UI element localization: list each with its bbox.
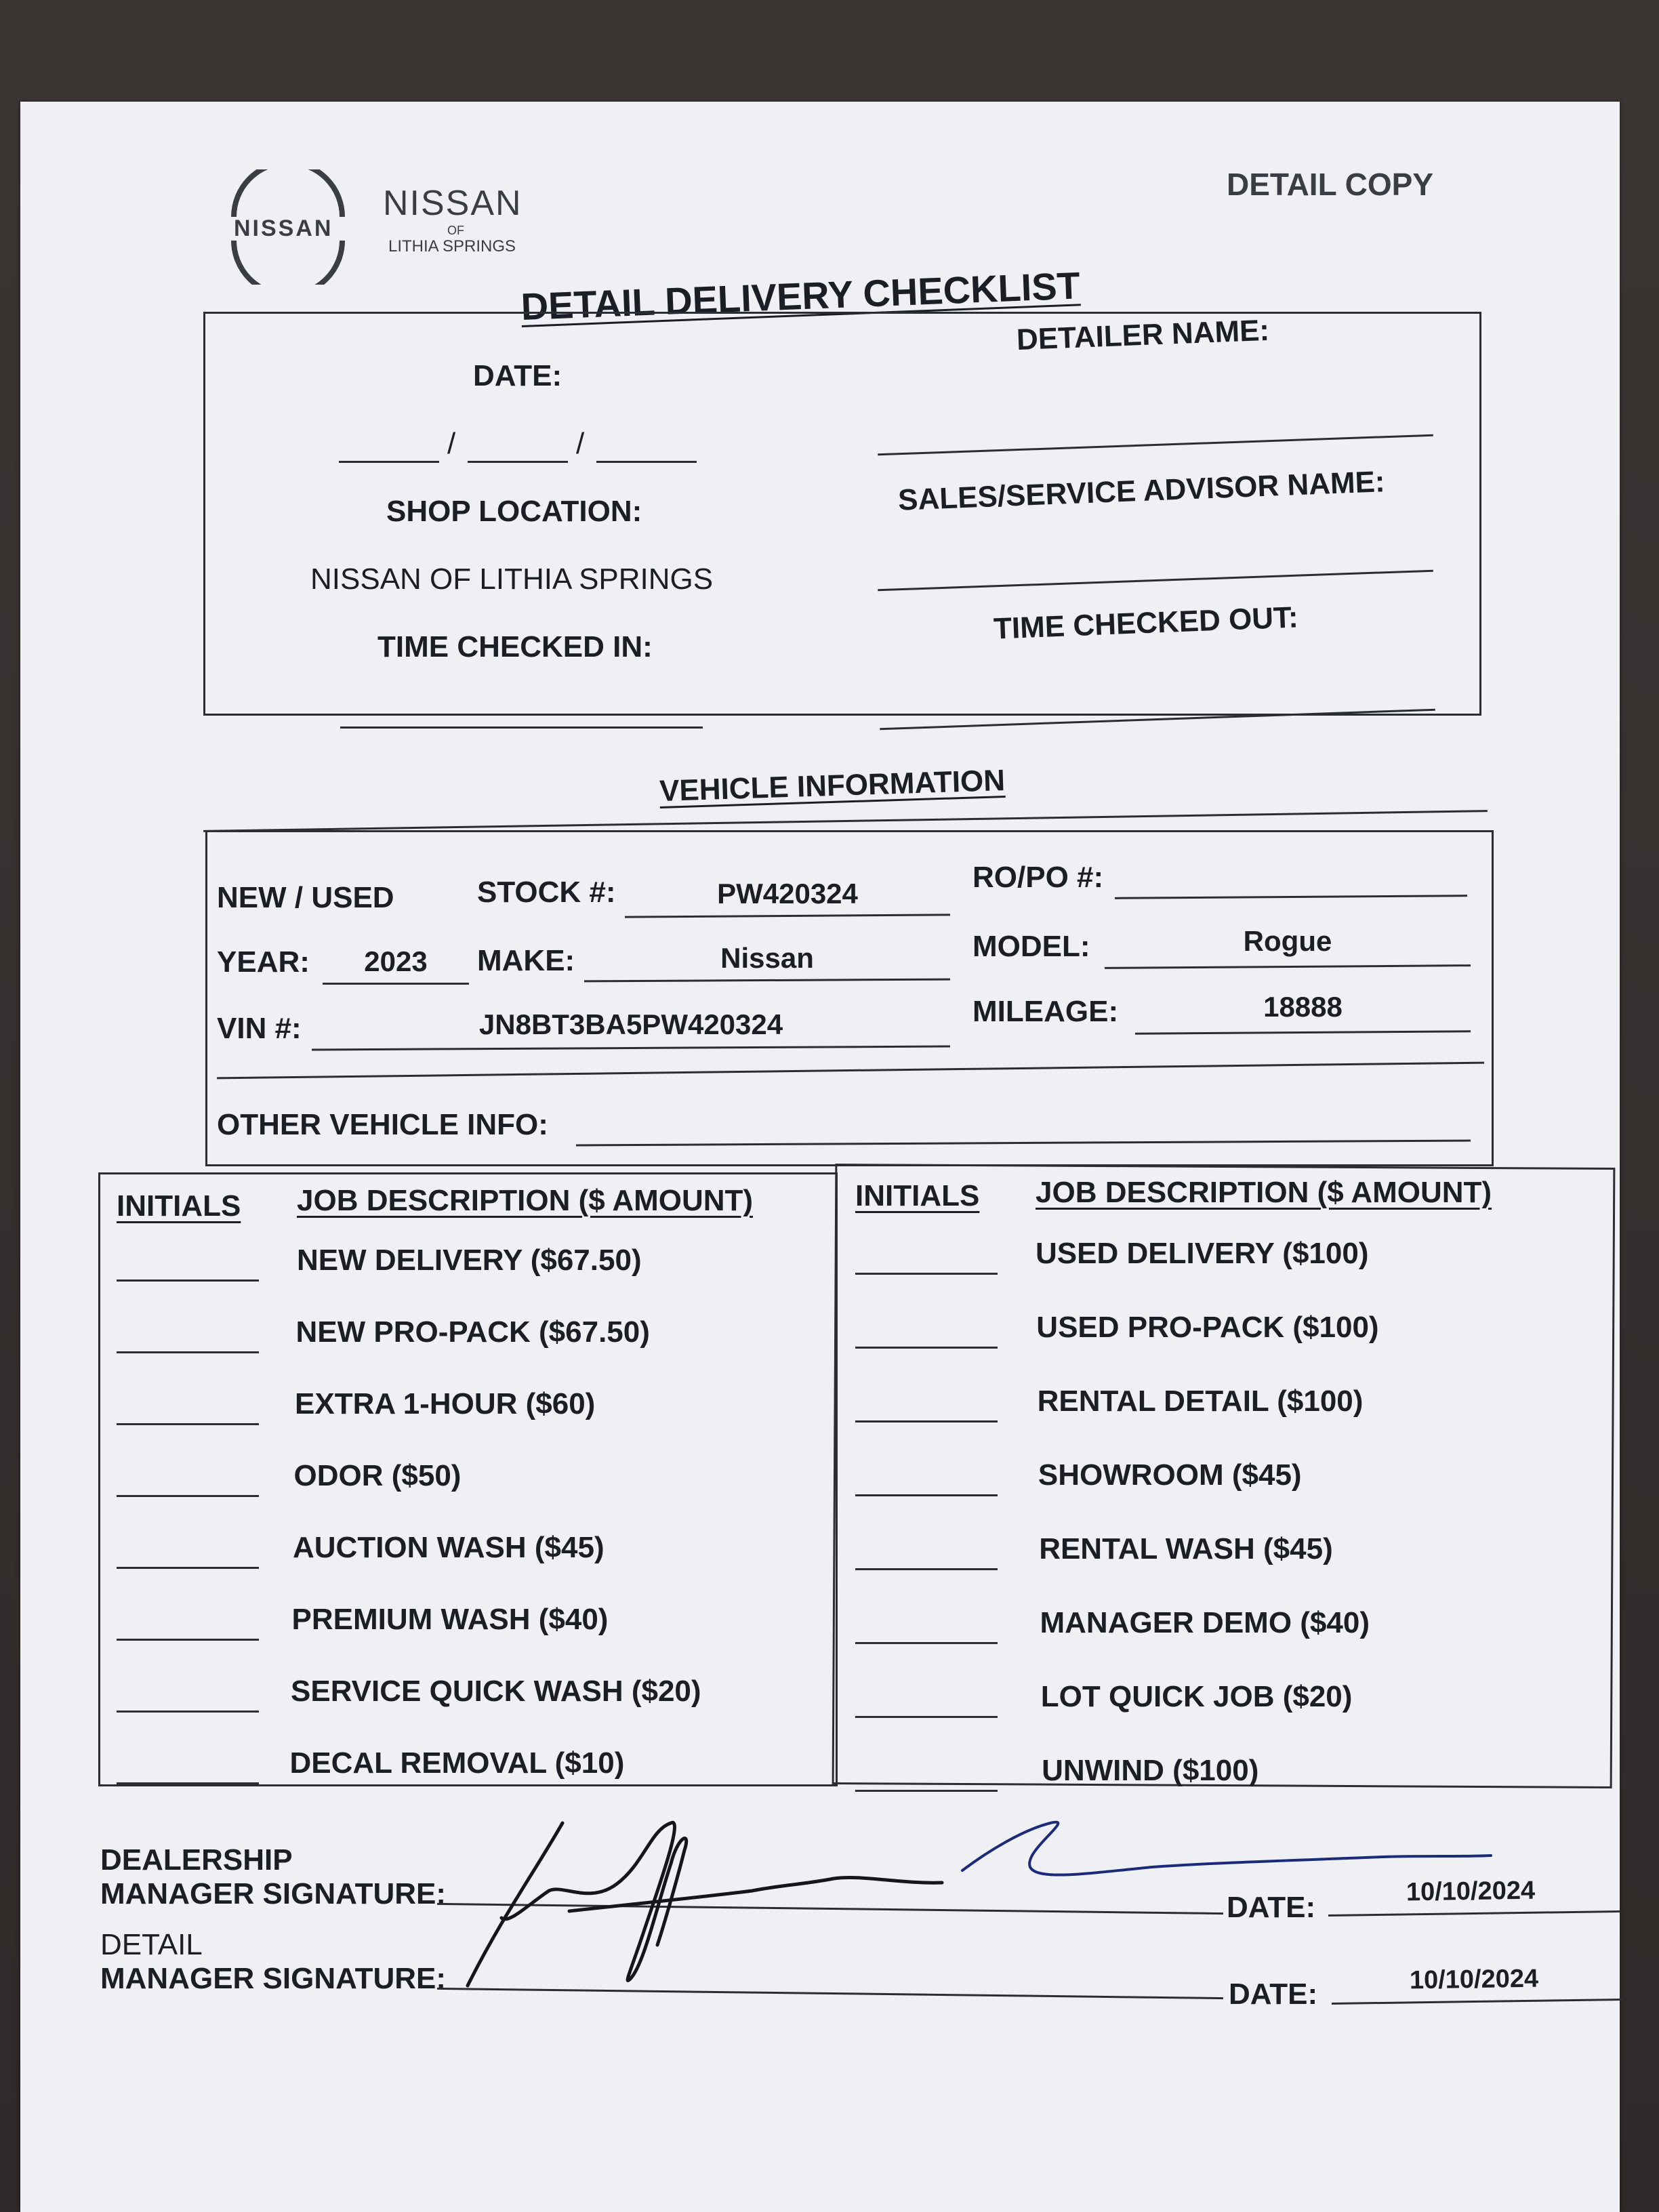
job-description-item: SERVICE QUICK WASH ($20) bbox=[291, 1675, 701, 1708]
copy-label: DETAIL COPY bbox=[1227, 167, 1433, 202]
job-description-item: NEW DELIVERY ($67.50) bbox=[297, 1244, 642, 1277]
date-day-line bbox=[468, 461, 568, 463]
dealership-date-line bbox=[1328, 1910, 1620, 1917]
left-initials-header: INITIALS bbox=[117, 1189, 241, 1223]
job-description-item: LOT QUICK JOB ($20) bbox=[1040, 1680, 1353, 1713]
detail-signature-label-1: DETAIL bbox=[100, 1928, 203, 1961]
job-description-item: USED DELIVERY ($100) bbox=[1036, 1237, 1369, 1270]
date-separator: / bbox=[447, 427, 456, 460]
detail-date-value: 10/10/2024 bbox=[1409, 1964, 1539, 1995]
initials-line bbox=[117, 1639, 259, 1641]
dealership-date-value: 10/10/2024 bbox=[1406, 1876, 1536, 1907]
logo-emblem-text: NISSAN bbox=[234, 216, 333, 241]
checklist-paper bbox=[20, 102, 1620, 2212]
initials-line bbox=[117, 1351, 259, 1353]
detail-date-label: DATE: bbox=[1229, 1978, 1318, 2011]
dealership-signature-label-1: DEALERSHIP bbox=[100, 1843, 293, 1877]
initials-line bbox=[855, 1420, 998, 1422]
date-separator: / bbox=[576, 427, 585, 460]
job-description-item: SHOWROOM ($45) bbox=[1038, 1458, 1302, 1492]
initials-line bbox=[117, 1423, 259, 1425]
right-initials-header: INITIALS bbox=[855, 1179, 980, 1212]
logo-of: OF bbox=[447, 224, 464, 237]
detail-signature-label-2: MANAGER SIGNATURE: bbox=[100, 1962, 447, 1995]
dealership-signature-label-2: MANAGER SIGNATURE: bbox=[100, 1877, 447, 1910]
stock-value: PW420324 bbox=[717, 878, 858, 909]
detailer-name-label: DETAILER NAME: bbox=[1016, 313, 1270, 357]
job-description-item: EXTRA 1-HOUR ($60) bbox=[295, 1387, 596, 1420]
model-label: MODEL: bbox=[972, 930, 1090, 963]
logo-location: LITHIA SPRINGS bbox=[388, 237, 516, 255]
right-description-header: JOB DESCRIPTION ($ AMOUNT) bbox=[1036, 1176, 1492, 1209]
time-in-label: TIME CHECKED IN: bbox=[377, 630, 653, 663]
date-label: DATE: bbox=[473, 359, 562, 392]
initials-line bbox=[117, 1567, 259, 1569]
job-description-item: DECAL REMOVAL ($10) bbox=[289, 1746, 625, 1780]
handwritten-signature-blue bbox=[949, 1803, 1559, 1898]
nissan-logo bbox=[213, 169, 539, 285]
job-description-item: RENTAL DETAIL ($100) bbox=[1037, 1385, 1364, 1418]
other-vehicle-info-label: OTHER VEHICLE INFO: bbox=[217, 1108, 548, 1141]
shop-location-value: NISSAN OF LITHIA SPRINGS bbox=[310, 562, 714, 596]
initials-line bbox=[855, 1273, 998, 1275]
initials-line bbox=[117, 1495, 259, 1497]
left-description-header: JOB DESCRIPTION ($ AMOUNT) bbox=[297, 1184, 754, 1217]
vehicle-heading-rule bbox=[203, 810, 1488, 832]
initials-line bbox=[855, 1642, 998, 1644]
logo-name: NISSAN bbox=[383, 184, 523, 223]
initials-line bbox=[117, 1782, 259, 1784]
ro-po-label: RO/PO #: bbox=[972, 861, 1104, 894]
job-description-item: RENTAL WASH ($45) bbox=[1039, 1532, 1333, 1565]
shop-location-label: SHOP LOCATION: bbox=[386, 495, 642, 528]
initials-line bbox=[855, 1716, 998, 1718]
vehicle-section-heading: VEHICLE INFORMATION bbox=[659, 764, 1006, 808]
job-description-item: UNWIND ($100) bbox=[1042, 1754, 1259, 1787]
vin-value: JN8BT3BA5PW420324 bbox=[478, 1008, 783, 1040]
job-description-item: USED PRO-PACK ($100) bbox=[1036, 1311, 1379, 1344]
year-value: 2023 bbox=[364, 945, 428, 977]
initials-line bbox=[855, 1347, 998, 1349]
model-value: Rogue bbox=[1243, 925, 1332, 957]
year-line bbox=[323, 983, 469, 985]
new-used-label: NEW / USED bbox=[217, 881, 394, 914]
mileage-label: MILEAGE: bbox=[972, 995, 1119, 1028]
initials-line bbox=[855, 1494, 998, 1496]
date-month-line bbox=[339, 461, 439, 463]
vin-label: VIN #: bbox=[217, 1012, 302, 1045]
job-description-item: NEW PRO-PACK ($67.50) bbox=[295, 1315, 650, 1349]
job-description-item: AUCTION WASH ($45) bbox=[293, 1531, 605, 1564]
handwritten-signature-black bbox=[427, 1809, 1037, 2013]
initials-line bbox=[855, 1790, 998, 1792]
advisor-label: SALES/SERVICE ADVISOR NAME: bbox=[897, 465, 1386, 517]
page-title: DETAIL DELIVERY CHECKLIST bbox=[520, 264, 1081, 329]
job-description-item: PREMIUM WASH ($40) bbox=[291, 1603, 609, 1636]
make-value: Nissan bbox=[720, 942, 814, 974]
date-year-line bbox=[596, 461, 697, 463]
initials-line bbox=[855, 1568, 998, 1570]
time-in-line bbox=[340, 726, 703, 729]
mileage-value: 18888 bbox=[1263, 991, 1343, 1023]
stock-label: STOCK #: bbox=[477, 876, 616, 909]
year-label: YEAR: bbox=[217, 945, 310, 979]
detail-date-line bbox=[1332, 1999, 1623, 2005]
time-out-label: TIME CHECKED OUT: bbox=[993, 600, 1299, 646]
job-description-item: ODOR ($50) bbox=[293, 1459, 462, 1492]
dealership-date-label: DATE: bbox=[1227, 1891, 1316, 1924]
make-label: MAKE: bbox=[477, 944, 575, 977]
initials-line bbox=[117, 1711, 259, 1713]
initials-line bbox=[117, 1279, 259, 1282]
job-description-item: MANAGER DEMO ($40) bbox=[1040, 1606, 1370, 1639]
